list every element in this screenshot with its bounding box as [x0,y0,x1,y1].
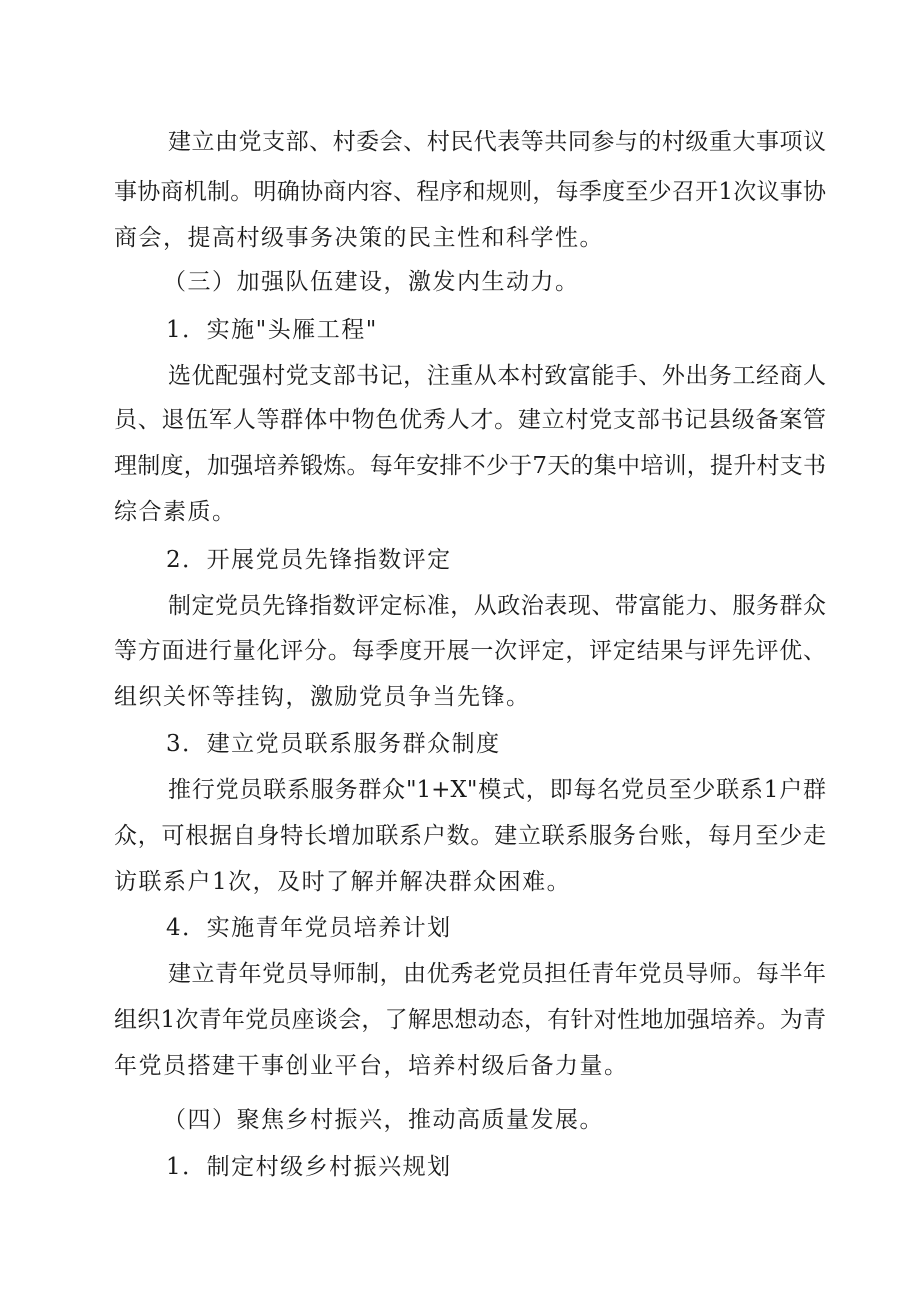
paragraph-line: 访联系户1次，及时了解并解决群众困难。 [114,869,572,895]
section-heading: （四）聚焦乡村振兴，推动高质量发展。 [163,1107,604,1133]
paragraph-line: 选优配强村党支部书记，注重从本村致富能手、外出务工经商人 [168,363,826,389]
paragraph-line: 众，可根据自身特长增加联系户数。建立联系服务台账，每月至少走 [114,823,826,849]
paragraph-line: 等方面进行量化评分。每季度开展一次评定，评定结果与评先评优、 [114,638,826,664]
paragraph-line: 事协商机制。明确协商内容、程序和规则，每季度至少召开1次议事协 [114,179,826,205]
paragraph-line: 组织1次青年党员座谈会，了解思想动态，有针对性地加强培养。为青 [114,1007,826,1033]
paragraph-line: 综合素质。 [114,499,237,525]
paragraph-line: 建立由党支部、村委会、村民代表等共同参与的村级重大事项议 [168,129,826,155]
paragraph-line: 组织关怀等挂钩，激励党员争当先锋。 [114,684,531,710]
paragraph-line: 员、退伍军人等群体中物色优秀人才。建立村党支部书记县级备案管 [114,407,826,433]
subsection-heading: 1．制定村级乡村振兴规划 [166,1154,452,1180]
section-heading: （三）加强队伍建设，激发内生动力。 [163,269,580,295]
subsection-heading: 3．建立党员联系服务群众制度 [166,731,501,757]
paragraph-line: 理制度，加强培养锻炼。每年安排不少于7天的集中培训，提升村支书 [114,453,826,479]
subsection-heading: 1．实施"头雁工程" [166,317,378,343]
paragraph-line: 建立青年党员导师制，由优秀老党员担任青年党员导师。每半年 [168,961,826,987]
paragraph-line: 制定党员先锋指数评定标准，从政治表现、带富能力、服务群众 [168,593,826,619]
paragraph-line: 年党员搭建干事创业平台，培养村级后备力量。 [114,1053,629,1079]
subsection-heading: 2．开展党员先锋指数评定 [166,547,452,573]
subsection-heading: 4．实施青年党员培养计划 [166,915,452,941]
paragraph-line: 推行党员联系服务群众"1+X"模式，即每名党员至少联系1户群 [168,777,826,803]
paragraph-line: 商会，提高村级事务决策的民主性和科学性。 [114,225,604,251]
